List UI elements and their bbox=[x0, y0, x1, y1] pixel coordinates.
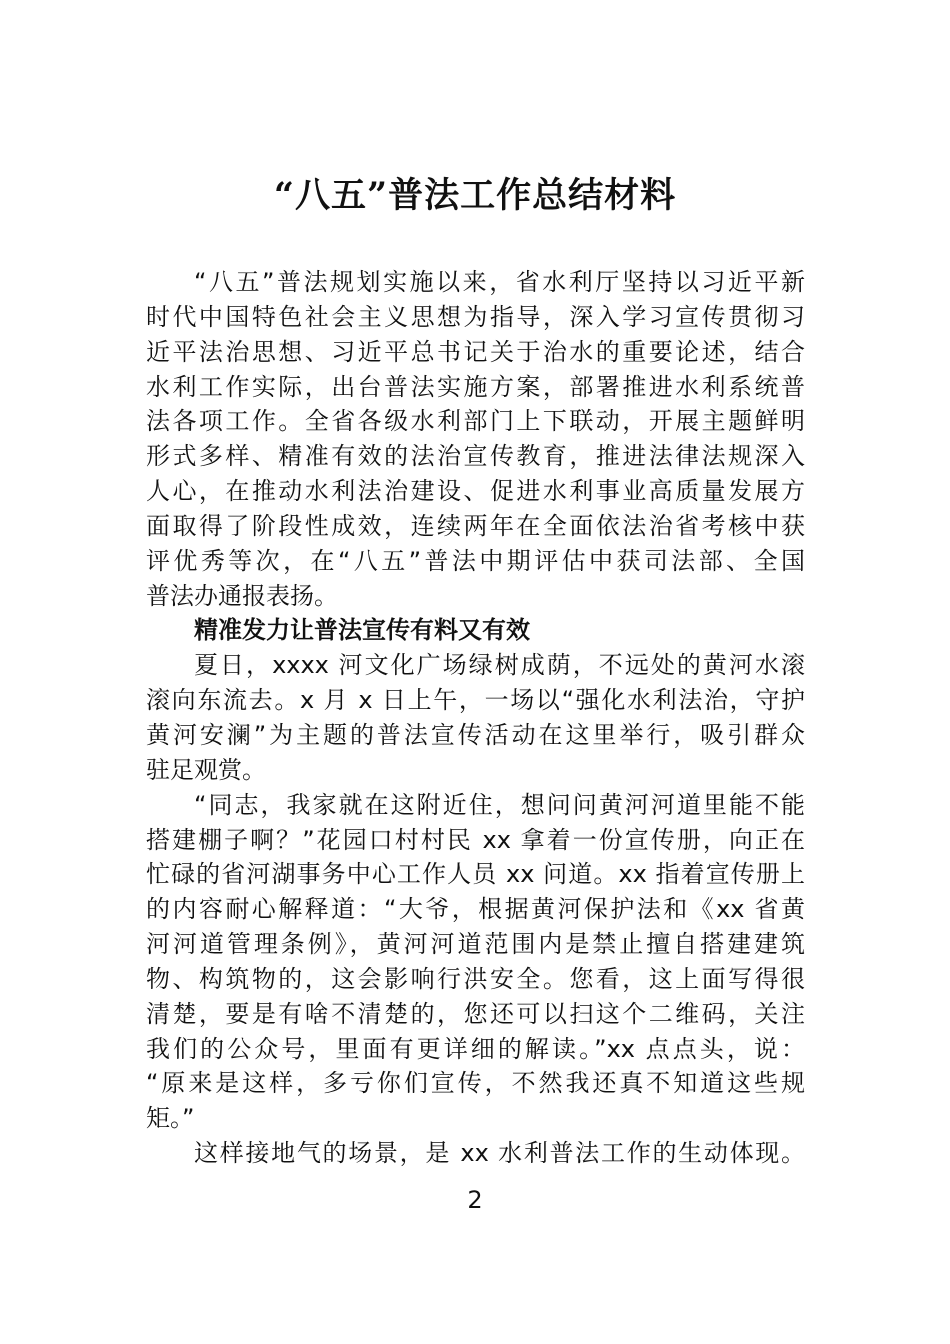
paragraph bbox=[146, 265, 805, 613]
text-line: 水利工作实际，出台普法实施方案，部署推进水利系统普 bbox=[146, 372, 805, 401]
text-line: 的内容耐心解释道：“大爷，根据黄河保护法和《xx 省黄 bbox=[146, 895, 805, 924]
text-line: 清楚，要是有啥不清楚的，您还可以扫这个二维码，关注 bbox=[146, 999, 805, 1028]
text-line: “同志，我家就在这附近住，想问问黄河河道里能不能 bbox=[194, 790, 805, 819]
text-line: “八五”普法规划实施以来，省水利厅坚持以习近平新 bbox=[194, 268, 805, 296]
text-line: 法各项工作。全省各级水利部门上下联动，开展主题鲜明 bbox=[146, 407, 805, 436]
paragraph bbox=[146, 648, 805, 787]
text-line: 黄河安澜”为主题的普法宣传活动在这里举行，吸引群众 bbox=[146, 720, 805, 749]
text-line: “原来是这样，多亏你们宣传，不然我还真不知道这些规 bbox=[146, 1069, 805, 1098]
text-line: 近平法治思想、习近平总书记关于治水的重要论述，结合 bbox=[146, 337, 805, 366]
text-line: 忙碌的省河湖事务中心工作人员 xx 问道。xx 指着宣传册上 bbox=[146, 860, 805, 889]
text-line: 夏日，xxxx 河文化广场绿树成荫，不远处的黄河水滚 bbox=[194, 651, 805, 680]
text-line: 人心，在推动水利法治建设、促进水利事业高质量发展方 bbox=[146, 477, 805, 506]
text-line: 普法办通报表扬。 bbox=[146, 581, 338, 610]
text-line: 驻足观赏。 bbox=[146, 755, 266, 784]
text-line: 精准发力让普法宣传有料又有效 bbox=[194, 616, 530, 645]
text-line: 形式多样、精准有效的法治宣传教育，推进法律法规深入 bbox=[146, 442, 805, 471]
document-title: “八五”普法工作总结材料 bbox=[273, 175, 677, 216]
text-line: 搭建棚子啊？”花园口村村民 xx 拿着一份宣传册，向正在 bbox=[146, 825, 805, 854]
text-line: 这样接地气的场景，是 xx 水利普法工作的生动体现。 bbox=[194, 1139, 805, 1168]
text-line: 面取得了阶段性成效，连续两年在全面依法治省考核中获 bbox=[146, 511, 805, 540]
text-line: 滚向东流去。x 月 x 日上午，一场以“强化水利法治，守护 bbox=[146, 686, 805, 715]
paragraph bbox=[146, 1136, 805, 1171]
text-line: 评优秀等次，在“八五”普法中期评估中获司法部、全国 bbox=[146, 546, 805, 575]
text-line: 河河道管理条例》，黄河河道范围内是禁止擅自搭建建筑 bbox=[146, 930, 805, 959]
document-body bbox=[146, 265, 805, 1171]
page-number: 2 bbox=[467, 1186, 483, 1214]
text-line: 我们的公众号，里面有更详细的解读。”xx 点点头，说： bbox=[146, 1034, 805, 1063]
text-line: 物、构筑物的，这会影响行洪安全。您看，这上面写得很 bbox=[146, 964, 805, 993]
section-heading bbox=[146, 613, 805, 648]
paragraph bbox=[146, 788, 805, 1136]
text-line: 矩。” bbox=[146, 1104, 195, 1133]
text-line: 时代中国特色社会主义思想为指导，深入学习宣传贯彻习 bbox=[146, 302, 805, 331]
